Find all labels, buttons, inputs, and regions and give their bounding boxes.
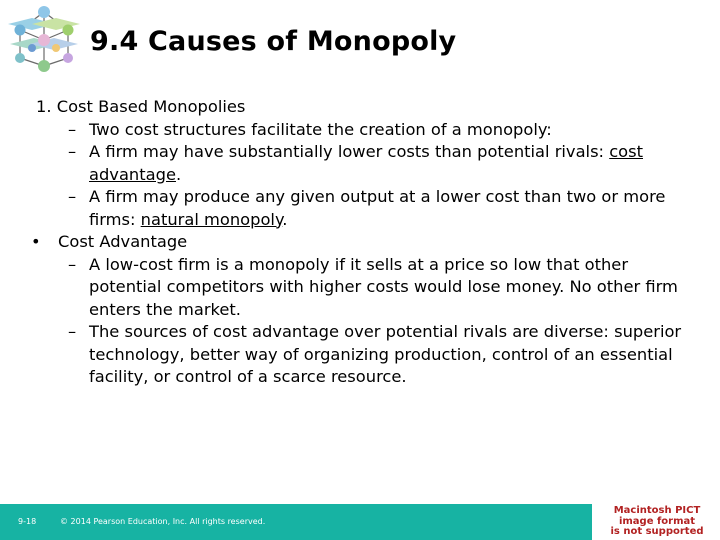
slide-body: [0, 96, 720, 389]
sub-item: – Two cost structures facilitate the creation of a monopoly:: [68, 119, 552, 139]
sub-item: – A firm may produce any given output at a lower cost than two or more firms: natural monopoly.: [68, 187, 666, 229]
copyright-text: © 2014 Pearson Education, Inc. All rights reserved.: [60, 517, 266, 526]
list-item-cost-advantage: • Cost Advantage: [0, 231, 720, 254]
unsupported-image-placeholder: Macintosh PICT image format is not supported: [592, 504, 720, 540]
footer-bar: [0, 504, 592, 540]
sub-item: – A firm may have substantially lower costs than potential rivals: cost advantage.: [68, 142, 643, 184]
slide-number: 9-18: [18, 517, 37, 526]
sub-item: – The sources of cost advantage over potential rivals are diverse: superior technology, better way of organizing production, control of an essential facility, or control of a scarce resource.: [68, 322, 682, 386]
slide-title: 9.4 Causes of Monopoly: [90, 26, 457, 57]
list-item-cost-based: 1. Cost Based Monopolies: [36, 97, 246, 116]
term-natural-monopoly: natural monopoly: [140, 209, 283, 229]
sub-item: – A low-cost firm is a monopoly if it sells at a price so low that other potential competitors with higher costs would lose money. No other firm enters the market.: [68, 254, 678, 319]
molecule-logo: [4, 2, 84, 76]
term-cost-advantage: cost advantage: [89, 142, 643, 184]
bullet-icon: •: [31, 232, 41, 251]
